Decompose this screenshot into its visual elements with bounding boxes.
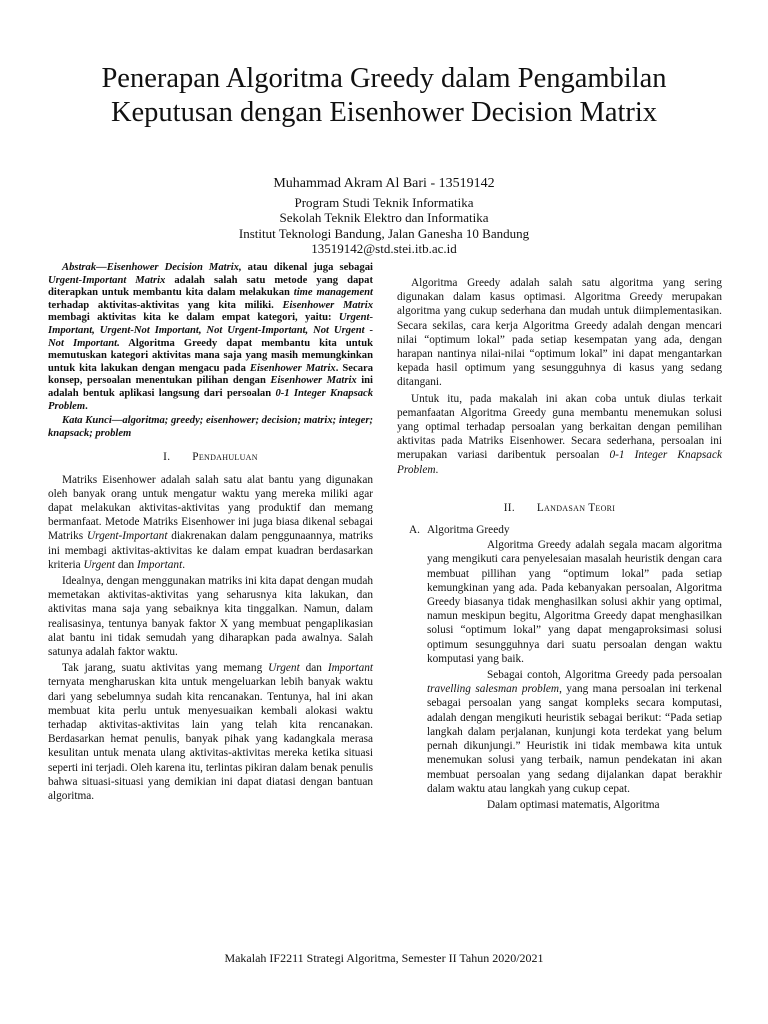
intro-paragraph-1 — [48, 473, 373, 572]
intro-paragraph-4: Algoritma Greedy adalah salah satu algoritma yang sering digunakan dalam kasus optimasi. Algoritma Greedy merupakan algoritma yang cukup sederhana dan mudah untuk diimplementasikan. Secara sekilas, cara kerja Algoritma Greedy adalah dengan mencari nilai “optimum lokal” pada setiap kesempatan yang ada, dengan harapan nantinya nilai-nilai “optimum lokal” ini dapat mengantarkan kepada hasil optimum yang sesungguhnya di kasus yang sedang ditangani. — [397, 277, 722, 389]
paragraph-text: , yang mana persoalan ini terkenal sebagai persoalan yang sangat kompleks secara komputasi, adalah dengan mengikuti heuristik sebagai berikut: “Pada setiap langkah dalam perjalanan, kunjungi kota terdekat yang belum pernah dikunjungi.” Heuristik ini tidak membawa kita untuk menemukan solusi yang terbaik, namun pendekatan ini akan membuat persoalan yang sedang dijalankan dapat berakhir dalam waktu atau langkah yang cukup cepat. — [427, 683, 722, 795]
abstract-text: Eisenhower Matrix — [249, 362, 336, 374]
section-number: I. — [163, 451, 171, 464]
author-institute: Institut Teknologi Bandung, Jalan Ganesha 10 Bandung — [238, 225, 530, 241]
abstract-text: Urgent-Important, Urgent-Not Important, Not Urgent-Important, Not Urgent - Not Important. — [48, 312, 373, 349]
paragraph-text: . — [435, 463, 439, 476]
subsection-body — [397, 538, 722, 812]
abstract — [48, 262, 373, 413]
author-name: Muhammad Akram Al Bari - 13519142 — [273, 176, 495, 191]
abstract-text: . — [85, 400, 88, 412]
paragraph-text: ternyata mengharuskan kita untuk mengeluarkan lebih banyak waktu dari yang sebelumnya sudah kita rencanakan. Tentunya, hal ini akan membuat kita perlu untuk menyesuaikan kembali alokasi waktu terhadap aktivitas-aktivitas lain yang telah kita rencanakan. Berdasarkan hemat penulis, banyak pihak yang kadangkala merasa kesulitan untuk menata ulang aktivitas-aktivitas mereka ketika situasi seperti ini terjadi. Oleh karena itu, terlintas pikiran dalam benak penulis bahwa situasi-situasi yang demikian ini dapat diatasi dengan bantuan algoritma. — [48, 676, 373, 802]
abstract-text: —Eisenhower Decision Matrix, — [96, 262, 242, 273]
abstract-text: atau dikenal juga sebagai — [241, 262, 373, 273]
paragraph-text: diakrenakan dalam penggunaannya, matriks ini membagi aktivitas-aktivitas ke dalam empat kuadran berdasarkan kriteria — [48, 530, 374, 571]
keywords: Kata Kunci—algoritma; greedy; eisenhower; decision; matrix; integer; knapsack; problem — [48, 415, 373, 439]
author-school: Sekolah Teknik Elektro dan Informatika — [279, 210, 489, 225]
intro-paragraph-2: Idealnya, dengan menggunakan matriks ini kita dapat dengan mudah memetakan aktivitas-aktivitas yang seharusnya kita lakukan, dan aktivitas mana saja yang sebaiknya kita tinggalkan. Namun, dalam realisasinya, tentunya banyak faktor X yang membuat pengaplikasian alat bantu ini tidak semudah yang diharapkan pada awalnya. Salah satunya adalah faktor waktu. — [48, 574, 373, 658]
paragraph-text: Tak jarang, suatu aktivitas yang memang — [62, 662, 269, 675]
abstract-label: Abstrak — [62, 262, 97, 273]
intro-paragraph-5 — [397, 392, 722, 477]
subsection-title: Algoritma Greedy — [427, 524, 510, 537]
abstract-text: 0-1 Integer Knapsack Problem — [48, 387, 374, 412]
left-column — [48, 262, 373, 805]
subsection-heading-a — [397, 523, 722, 537]
section-heading-1 — [48, 450, 373, 464]
paragraph-text: Urgent-Important — [86, 530, 168, 543]
abstract-text: time management — [293, 287, 374, 299]
subsection-number: A. — [409, 524, 420, 537]
right-column — [397, 276, 722, 814]
paragraph-text: dan — [115, 558, 138, 571]
paragraph-text: Sebagai contoh, Algoritma Greedy pada persoalan — [487, 669, 722, 682]
theory-paragraph-3: Dalam optimasi matematis, Algoritma — [487, 798, 660, 811]
author-program: Program Studi Teknik Informatika — [294, 194, 474, 210]
paragraph-text: Important — [327, 662, 374, 675]
abstract-text: Urgent-Important Matrix — [48, 274, 166, 286]
theory-paragraph-2 — [397, 668, 722, 796]
abstract-text: ini adalah bentuk aplikasi langsung dari persoalan — [48, 375, 373, 399]
paragraph-text: Untuk itu, pada makalah ini akan coba untuk diulas terkait pemanfaatan Algoritma Greedy guna membantu menemukan solusi yang optimal terhadap persoalan yang berkaitan dengan pemilihan aktivitas pada Matriks Eisenhower. Secara sederhana, persoalan ini merupakan variasi daribentuk persoalan — [397, 392, 722, 462]
abstract-text: membagi aktivitas kita ke dalam empat kategori, yaitu: — [48, 312, 339, 324]
paragraph-text: 0-1 Integer Knapsack Problem — [397, 449, 722, 476]
paragraph-text: Matriks Eisenhower adalah salah satu alat bantu yang digunakan oleh banyak orang untuk mengatur waktu yang mereka miliki agar dapat melakukan aktivitas-aktivitas yang produktif dan memang bermanfaat. Metode Matriks Eisenhower ini juga biasa dikenal sebagai Matriks — [48, 473, 373, 543]
paragraph-text: dan — [299, 662, 328, 675]
abstract-text: terhadap aktivitas-aktivitas yang kita miliki. — [48, 299, 283, 311]
abstract-text: Eisenhower Matrix — [282, 299, 373, 311]
paragraph-text: Urgent — [83, 558, 116, 571]
section-title: Pendahuluan — [192, 451, 258, 464]
paragraph-text: travelling salesman problem — [427, 683, 560, 696]
paragraph-text: . — [182, 558, 186, 571]
author-block — [0, 176, 768, 257]
paragraph-text: Urgent — [268, 662, 300, 675]
abstract-text: adalah salah satu metode yang dapat diterapkan untuk membantu kita dalam melakukan — [48, 274, 374, 299]
intro-paragraph-3 — [48, 661, 373, 803]
abstract-text: Eisenhower Matrix — [270, 375, 357, 387]
abstract-text: Algoritma Greedy dapat membantu kita untuk memutuskan kategori aktivitas mana saja yang masih memungkinkan untuk kita lakukan dengan mengacu pada — [48, 337, 373, 374]
theory-paragraph-1: Algoritma Greedy adalah segala macam algoritma yang mengikuti cara penyelesaian masalah heuristik dengan cara membuat pillihan yang “optimum lokal” pada setiap kemungkinan yang ada. Pada kebanyakan persoalan, Algoritma Greedy biasanya tidak menghasilkan solusi akhir yang optimal, namun meskipun begitu, Algoritma Greedy dapat menghasilkan solusi “optimum lokal” yang dapat mengaproksimasi solusi optimum sesungguhnya dari suatu persoalan dengan waktu komputasi yang baik. — [427, 539, 722, 665]
author-email: 13519142@std.stei.itb.ac.id — [311, 241, 457, 256]
section-heading-2 — [397, 501, 722, 515]
paper-title: Penerapan Algoritma Greedy dalam Pengambilan Keputusan dengan Eisenhower Decision Matrix — [101, 63, 667, 128]
paragraph-text: Important — [137, 558, 183, 571]
page-footer: Makalah IF2211 Strategi Algoritma, Semester II Tahun 2020/2021 — [224, 951, 544, 965]
section-title: Landasan Teori — [536, 501, 616, 514]
abstract-text: . Secara konsep, persoalan menentukan pilihan dengan — [48, 362, 373, 387]
section-number: II. — [503, 501, 515, 514]
